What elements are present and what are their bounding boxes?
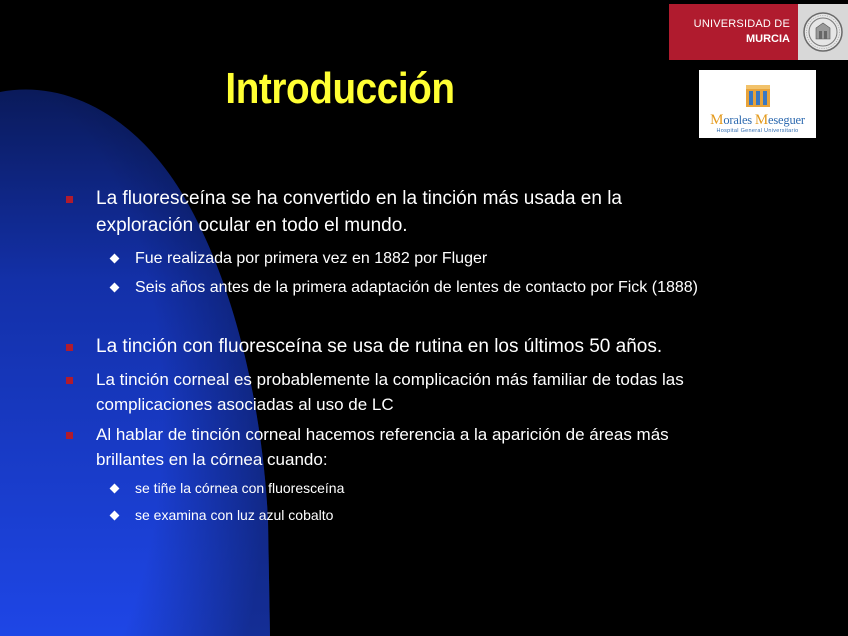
bullet-diamond-icon xyxy=(110,283,120,293)
bullet-4-sub-2: se examina con luz azul cobalto xyxy=(135,507,334,523)
bullet-square-icon xyxy=(66,432,73,439)
bullet-diamond-icon xyxy=(110,484,120,494)
hospital-logo-name: Morales Meseguer xyxy=(710,112,805,128)
hospital-logo-subtitle: Hospital General Universitario xyxy=(716,128,799,134)
bullet-diamond-icon xyxy=(110,254,120,264)
university-logo-line2: MURCIA xyxy=(746,33,790,45)
bullet-1-sub-2: Seis años antes de la primera adaptación de lentes de contacto por Fick (1888) xyxy=(135,279,698,296)
bullet-3-text: La tinción corneal es probablemente la complicación más familiar de todas las complicaciones asociadas al uso de LC xyxy=(96,370,684,414)
bullet-4-text: Al hablar de tinción corneal hacemos referencia a la aparición de áreas más brillantes en la córnea cuando: xyxy=(96,425,669,469)
university-logo-line1: UNIVERSIDAD DE xyxy=(693,18,790,30)
bullet-1-sub-1: Fue realizada por primera vez en 1882 por Fluger xyxy=(135,250,488,267)
bullet-square-icon xyxy=(66,196,73,203)
page-title: Introducción xyxy=(225,64,455,113)
bullet-diamond-icon xyxy=(110,511,120,521)
bullet-2-text: La tinción con fluoresceína se usa de rutina en los últimos 50 años. xyxy=(96,336,663,357)
bullet-square-icon xyxy=(66,377,73,384)
bullet-1-text: La fluoresceína se ha convertido en la tinción más usada en la exploración ocular en todo el mundo. xyxy=(96,188,622,236)
bullet-4-sub-1: se tiñe la córnea con fluoresceína xyxy=(135,480,345,496)
bullet-square-icon xyxy=(66,344,73,351)
